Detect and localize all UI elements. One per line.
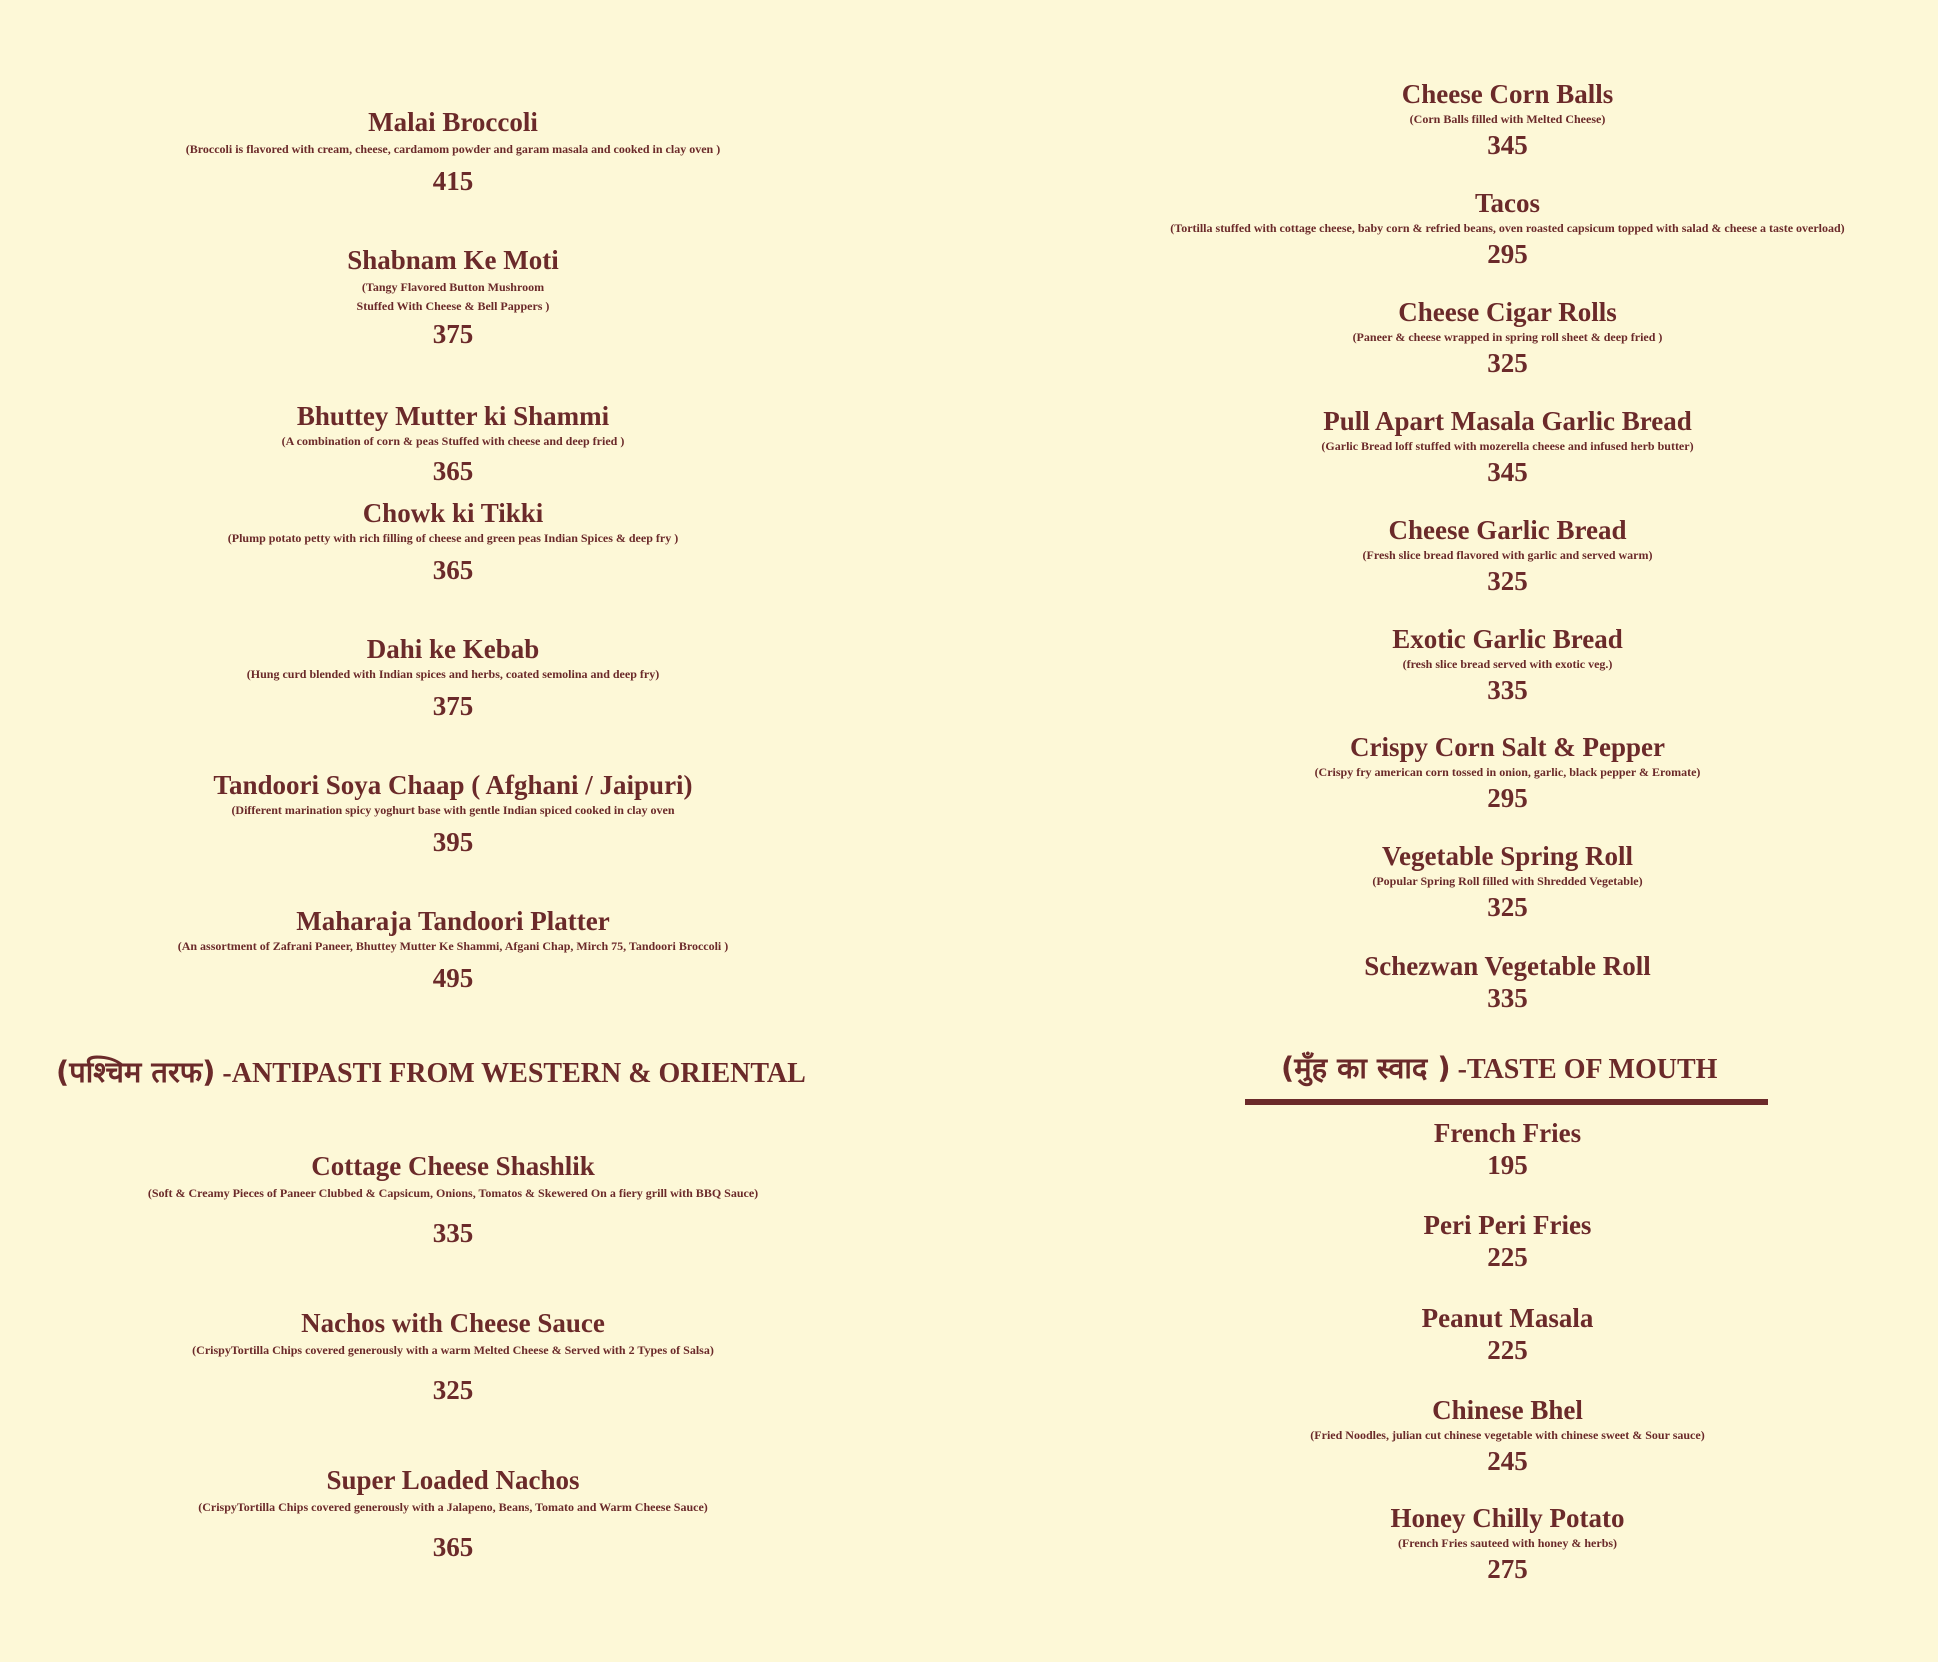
item-price: 295	[1487, 783, 1528, 813]
section-title-english: -TASTE OF MOUTH	[1457, 1054, 1718, 1085]
item-price: 375	[432, 691, 474, 721]
menu-item-cheese-garlic-bread	[1084, 514, 1931, 597]
item-price: 275	[1487, 1554, 1528, 1584]
item-description: (Popular Spring Roll filled with Shredded Vegetable)	[1372, 874, 1643, 888]
menu-item-chowk-ki-tikki	[0, 497, 906, 586]
menu-item-tacos	[1000, 187, 1938, 270]
item-price: 325	[1487, 348, 1528, 378]
menu-item-peanut-masala	[1084, 1302, 1931, 1366]
menu-item-schezwan-vegetable-roll	[1084, 950, 1931, 1014]
menu-item-cottage-cheese-shashlik	[0, 1150, 906, 1249]
item-name: Bhuttey Mutter ki Shammi	[296, 401, 610, 431]
item-price: 195	[1487, 1150, 1528, 1180]
item-name: Schezwan Vegetable Roll	[1364, 951, 1651, 981]
section-title-english: -ANTIPASTI FROM WESTERN & ORIENTAL	[222, 1058, 806, 1089]
item-name: Cottage Cheese Shashlik	[311, 1151, 595, 1181]
item-description: (French Fries sauteed with honey & herbs)	[1397, 1536, 1618, 1550]
item-name: Vegetable Spring Roll	[1381, 841, 1633, 871]
item-price: 365	[432, 555, 474, 585]
item-description: (CrispyTortilla Chips covered generously with a warm Melted Cheese & Served with 2 Types of Salsa)	[192, 1343, 714, 1357]
item-price: 325	[1487, 566, 1528, 596]
menu-item-cheese-cigar-rolls	[1084, 296, 1931, 379]
item-description: (Garlic Bread loff stuffed with mozerella cheese and infused herb butter)	[1321, 439, 1694, 453]
section-title-western	[56, 1054, 806, 1092]
item-price: 395	[432, 827, 474, 857]
menu-item-exotic-garlic-bread	[1084, 623, 1931, 706]
item-description: (Hung curd blended with Indian spices and herbs, coated semolina and deep fry)	[246, 667, 660, 681]
item-name: Tacos	[1474, 188, 1541, 218]
menu-item-malai-broccoli	[0, 106, 906, 197]
item-price: 295	[1487, 239, 1528, 269]
item-name: Pull Apart Masala Garlic Bread	[1323, 406, 1692, 436]
item-name: Peanut Masala	[1421, 1303, 1594, 1333]
menu-item-french-fries	[1084, 1117, 1931, 1181]
item-price: 225	[1487, 1335, 1528, 1365]
menu-item-tandoori-soya-chaap	[0, 769, 906, 858]
item-description: (An assortment of Zafrani Paneer, Bhuttey Mutter Ke Shammi, Afgani Chap, Mirch 75, Tandoori Broccoli )	[177, 939, 729, 953]
section-title-taste-of-mouth	[1281, 1050, 1717, 1088]
item-price: 335	[1487, 675, 1528, 705]
item-name: Chowk ki Tikki	[362, 498, 544, 528]
item-name: Cheese Cigar Rolls	[1398, 297, 1617, 327]
item-description: (Different marination spicy yoghurt base with gentle Indian spiced cooked in clay oven	[231, 803, 675, 817]
section-title-hindi: (मुँह का स्वाद )	[1281, 1051, 1451, 1085]
item-name: Crispy Corn Salt & Pepper	[1350, 732, 1665, 762]
menu-item-shabnam-ke-moti	[0, 244, 906, 350]
menu-item-maharaja-tandoori-platter	[0, 905, 906, 994]
menu-item-vegetable-spring-roll	[1084, 840, 1931, 923]
item-name: Maharaja Tandoori Platter	[296, 906, 610, 936]
item-price: 415	[432, 166, 474, 196]
item-description: (fresh slice bread served with exotic veg.)	[1402, 657, 1613, 671]
item-name: Peri Peri Fries	[1423, 1210, 1592, 1240]
item-name: Nachos with Cheese Sauce	[301, 1308, 605, 1338]
item-description: (Tortilla stuffed with cottage cheese, baby corn & refried beans, oven roasted capsicum topped with salad & cheese a taste overload)	[1170, 221, 1845, 235]
menu-item-cheese-corn-balls	[1084, 78, 1931, 161]
section-divider	[1245, 1099, 1768, 1105]
menu-item-bhuttey-mutter-ki-shammi	[0, 400, 906, 487]
item-description: (A combination of corn & peas Stuffed with cheese and deep fried )	[281, 434, 625, 448]
item-price: 495	[432, 963, 474, 993]
item-description: (Crispy fry american corn tossed in onion, garlic, black pepper & Eromate)	[1314, 765, 1701, 779]
item-price: 325	[1487, 892, 1528, 922]
item-price: 345	[1487, 457, 1528, 487]
item-description: (Fresh slice bread flavored with garlic and served warm)	[1362, 548, 1653, 562]
menu-item-chinese-bhel	[1084, 1394, 1931, 1477]
item-name: Exotic Garlic Bread	[1392, 624, 1623, 654]
section-title-hindi: (पश्चिम तरफ)	[56, 1055, 216, 1089]
item-description: (Broccoli is flavored with cream, cheese, cardamom powder and garam masala and cooked in clay oven )	[185, 142, 721, 156]
item-price: 365	[432, 456, 474, 486]
item-description: (CrispyTortilla Chips covered generously with a Jalapeno, Beans, Tomato and Warm Cheese Sauce)	[198, 1500, 708, 1514]
item-description: Stuffed With Cheese & Bell Pappers )	[356, 299, 550, 313]
item-name: Malai Broccoli	[368, 107, 538, 137]
item-price: 375	[432, 319, 474, 349]
item-price: 245	[1487, 1446, 1528, 1476]
item-description: (Corn Balls filled with Melted Cheese)	[1409, 112, 1606, 126]
item-price: 225	[1487, 1242, 1528, 1272]
item-price: 345	[1487, 130, 1528, 160]
item-price: 325	[432, 1375, 474, 1405]
item-price: 335	[432, 1218, 474, 1248]
item-name: Cheese Garlic Bread	[1388, 515, 1627, 545]
item-price: 365	[432, 1532, 474, 1562]
item-description: (Paneer & cheese wrapped in spring roll sheet & deep fried )	[1352, 330, 1663, 344]
menu-item-honey-chilly-potato	[1084, 1502, 1931, 1585]
item-name: Dahi ke Kebab	[366, 634, 540, 664]
item-name: French Fries	[1433, 1118, 1582, 1148]
item-name: Super Loaded Nachos	[326, 1465, 580, 1495]
menu-item-dahi-ke-kebab	[0, 633, 906, 722]
menu-item-crispy-corn	[1084, 731, 1931, 814]
menu-item-peri-peri-fries	[1084, 1209, 1931, 1273]
menu-item-super-loaded-nachos	[0, 1464, 906, 1563]
item-name: Cheese Corn Balls	[1401, 79, 1614, 109]
item-description: (Tangy Flavored Button Mushroom	[361, 280, 545, 294]
item-price: 335	[1487, 983, 1528, 1013]
item-name: Tandoori Soya Chaap ( Afghani / Jaipuri)	[213, 770, 693, 800]
item-name: Chinese Bhel	[1432, 1395, 1583, 1425]
menu-item-nachos-cheese-sauce	[0, 1307, 906, 1406]
item-description: (Plump potato petty with rich filling of cheese and green peas Indian Spices & deep fry )	[227, 531, 679, 545]
item-description: (Fried Noodles, julian cut chinese vegetable with chinese sweet & Sour sauce)	[1310, 1428, 1705, 1442]
item-name: Honey Chilly Potato	[1390, 1503, 1625, 1533]
menu-item-pull-apart-garlic-bread	[1084, 405, 1931, 488]
item-description: (Soft & Creamy Pieces of Paneer Clubbed & Capsicum, Onions, Tomatos & Skewered On a fiery grill with BBQ Sauce)	[147, 1186, 759, 1200]
item-name: Shabnam Ke Moti	[347, 245, 559, 275]
